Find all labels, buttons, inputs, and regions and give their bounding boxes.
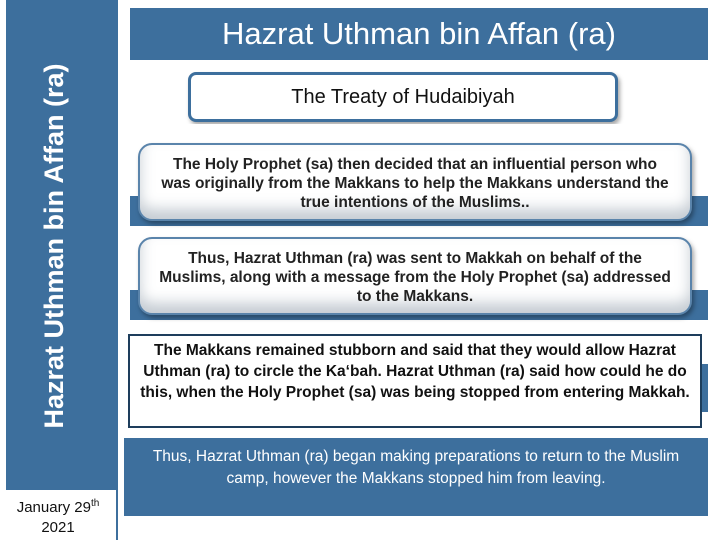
- text-box-stubborn: The Makkans remained stubborn and said that they would allow Hazrat Uthman (ra) to circle the Ka‘bah. Hazrat Uthman (ra) said how could he do this, when the Holy Prophet (sa) was being stopped from entering Makkah.: [128, 334, 702, 428]
- date-day: January 29: [16, 499, 91, 516]
- subtitle-box: The Treaty of Hudaibiyah: [188, 72, 618, 122]
- date-suffix: th: [90, 498, 100, 509]
- vertical-title: Hazrat Uthman bin Affan (ra): [39, 63, 69, 429]
- date-box: [0, 490, 118, 540]
- sidebar: [0, 0, 118, 540]
- page-title: Hazrat Uthman bin Affan (ra): [130, 8, 708, 60]
- date-year: 2021: [41, 519, 75, 536]
- card-1: The Holy Prophet (sa) then decided that an influential person who was originally from the Makkans to help the Makkans understand the true intentions of the Muslims..: [138, 143, 692, 221]
- text-block-return: Thus, Hazrat Uthman (ra) began making preparations to return to the Muslim camp, however the Makkans stopped him from leaving.: [124, 438, 708, 516]
- card-2: Thus, Hazrat Uthman (ra) was sent to Makkah on behalf of the Muslims, along with a message from the Holy Prophet (sa) addressed to the Makkans.: [138, 237, 692, 315]
